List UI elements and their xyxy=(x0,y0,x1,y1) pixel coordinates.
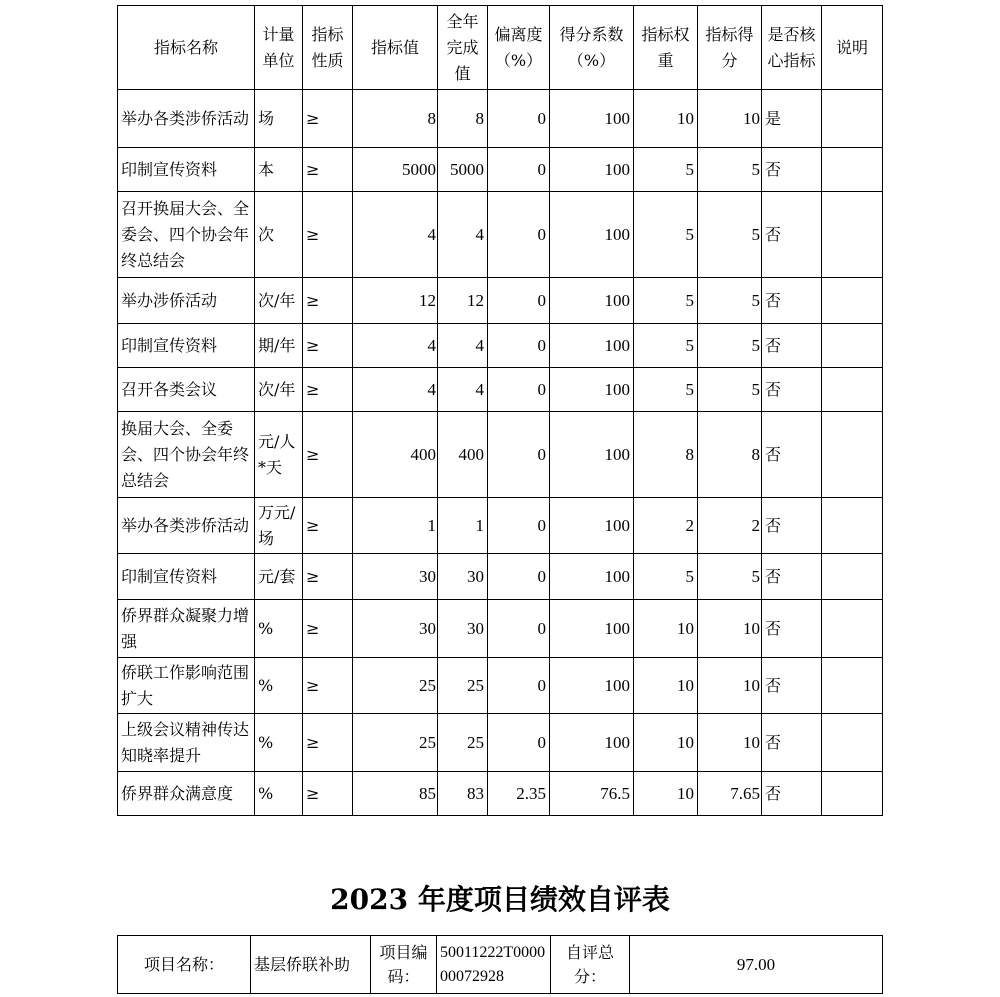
row-nature: ≥ xyxy=(303,412,353,498)
row-actual: 30 xyxy=(438,554,488,600)
row-nature: ≥ xyxy=(303,368,353,412)
row-score: 5 xyxy=(698,324,762,368)
header-row xyxy=(118,6,883,90)
row-target: 85 xyxy=(353,772,438,816)
row-target: 1 xyxy=(353,498,438,554)
row-core: 否 xyxy=(762,498,822,554)
table-row xyxy=(118,554,883,600)
row-coef: 100 xyxy=(550,714,634,772)
row-weight: 5 xyxy=(634,554,698,600)
row-deviation: 0 xyxy=(488,90,550,148)
row-note xyxy=(822,412,883,498)
row-actual: 25 xyxy=(438,658,488,714)
row-coef: 100 xyxy=(550,192,634,278)
row-unit: 万元/场 xyxy=(255,498,303,554)
row-coef: 100 xyxy=(550,658,634,714)
header-core: 是否核心指标 xyxy=(762,6,822,90)
row-coef: 100 xyxy=(550,148,634,192)
row-name: 召开换届大会、全委会、四个协会年终总结会 xyxy=(118,192,255,278)
project-info-table xyxy=(117,935,883,994)
row-weight: 10 xyxy=(634,658,698,714)
row-name: 换届大会、全委会、四个协会年终总结会 xyxy=(118,412,255,498)
row-weight: 10 xyxy=(634,714,698,772)
row-deviation: 0 xyxy=(488,714,550,772)
table-row xyxy=(118,368,883,412)
row-score: 8 xyxy=(698,412,762,498)
row-actual: 400 xyxy=(438,412,488,498)
row-deviation: 0 xyxy=(488,192,550,278)
row-target: 4 xyxy=(353,368,438,412)
table-row xyxy=(118,658,883,714)
table-row xyxy=(118,90,883,148)
project-name-label: 项目名称： xyxy=(118,936,251,994)
row-nature: ≥ xyxy=(303,192,353,278)
row-actual: 30 xyxy=(438,600,488,658)
self-score-label: 自评总分： xyxy=(551,936,630,994)
row-weight: 5 xyxy=(634,148,698,192)
row-coef: 100 xyxy=(550,90,634,148)
row-note xyxy=(822,498,883,554)
table-row xyxy=(118,324,883,368)
row-nature: ≥ xyxy=(303,554,353,600)
row-note xyxy=(822,368,883,412)
row-deviation: 0 xyxy=(488,600,550,658)
row-nature: ≥ xyxy=(303,148,353,192)
header-weight: 指标权重 xyxy=(634,6,698,90)
row-actual: 4 xyxy=(438,324,488,368)
row-actual: 83 xyxy=(438,772,488,816)
row-core: 否 xyxy=(762,600,822,658)
row-core: 否 xyxy=(762,772,822,816)
row-core: 否 xyxy=(762,368,822,412)
row-score: 5 xyxy=(698,192,762,278)
row-deviation: 2.35 xyxy=(488,772,550,816)
row-target: 25 xyxy=(353,658,438,714)
row-nature: ≥ xyxy=(303,498,353,554)
row-deviation: 0 xyxy=(488,368,550,412)
row-core: 否 xyxy=(762,714,822,772)
row-actual: 5000 xyxy=(438,148,488,192)
row-unit: % xyxy=(255,658,303,714)
row-coef: 100 xyxy=(550,412,634,498)
row-name: 上级会议精神传达知晓率提升 xyxy=(118,714,255,772)
row-weight: 5 xyxy=(634,192,698,278)
row-unit: 元/人*天 xyxy=(255,412,303,498)
project-code-label: 项目编码： xyxy=(371,936,437,994)
self-score-value: 97.00 xyxy=(630,936,883,994)
row-coef: 76.5 xyxy=(550,772,634,816)
row-target: 4 xyxy=(353,324,438,368)
header-name: 指标名称 xyxy=(118,6,255,90)
indicator-table xyxy=(117,5,883,816)
row-unit: 期/年 xyxy=(255,324,303,368)
row-target: 12 xyxy=(353,278,438,324)
row-name: 侨界群众凝聚力增强 xyxy=(118,600,255,658)
row-note xyxy=(822,90,883,148)
row-unit: % xyxy=(255,600,303,658)
row-target: 30 xyxy=(353,600,438,658)
row-score: 5 xyxy=(698,148,762,192)
row-deviation: 0 xyxy=(488,554,550,600)
row-target: 25 xyxy=(353,714,438,772)
row-deviation: 0 xyxy=(488,658,550,714)
row-unit: 次/年 xyxy=(255,368,303,412)
table-row xyxy=(118,278,883,324)
row-note xyxy=(822,772,883,816)
row-weight: 10 xyxy=(634,772,698,816)
row-note xyxy=(822,278,883,324)
row-score: 5 xyxy=(698,554,762,600)
table-row xyxy=(118,148,883,192)
row-weight: 10 xyxy=(634,600,698,658)
page-title: 2023 年度项目绩效自评表 xyxy=(330,883,670,916)
row-note xyxy=(822,148,883,192)
row-score: 7.65 xyxy=(698,772,762,816)
row-target: 4 xyxy=(353,192,438,278)
row-core: 否 xyxy=(762,148,822,192)
row-nature: ≥ xyxy=(303,324,353,368)
row-coef: 100 xyxy=(550,498,634,554)
row-unit: 元/套 xyxy=(255,554,303,600)
project-name-value: 基层侨联补助 xyxy=(251,936,371,994)
row-core: 否 xyxy=(762,554,822,600)
row-score: 5 xyxy=(698,278,762,324)
row-unit: 次/年 xyxy=(255,278,303,324)
table-row xyxy=(118,600,883,658)
row-core: 否 xyxy=(762,412,822,498)
header-actual: 全年完成值 xyxy=(438,6,488,90)
row-deviation: 0 xyxy=(488,324,550,368)
row-name: 举办各类涉侨活动 xyxy=(118,498,255,554)
row-core: 否 xyxy=(762,324,822,368)
row-weight: 8 xyxy=(634,412,698,498)
row-coef: 100 xyxy=(550,278,634,324)
table-row xyxy=(118,192,883,278)
row-deviation: 0 xyxy=(488,148,550,192)
row-nature: ≥ xyxy=(303,714,353,772)
row-score: 10 xyxy=(698,600,762,658)
row-nature: ≥ xyxy=(303,658,353,714)
row-coef: 100 xyxy=(550,324,634,368)
row-coef: 100 xyxy=(550,600,634,658)
row-nature: ≥ xyxy=(303,90,353,148)
table-row xyxy=(118,498,883,554)
row-name: 召开各类会议 xyxy=(118,368,255,412)
row-name: 印制宣传资料 xyxy=(118,148,255,192)
row-unit: % xyxy=(255,772,303,816)
row-unit: 次 xyxy=(255,192,303,278)
row-note xyxy=(822,192,883,278)
table-row xyxy=(118,714,883,772)
row-nature: ≥ xyxy=(303,278,353,324)
project-code-value: 50011222T000000072928 xyxy=(437,936,551,994)
row-core: 否 xyxy=(762,658,822,714)
row-core: 否 xyxy=(762,278,822,324)
row-actual: 25 xyxy=(438,714,488,772)
row-note xyxy=(822,554,883,600)
header-nature: 指标性质 xyxy=(303,6,353,90)
row-core: 否 xyxy=(762,192,822,278)
header-note: 说明 xyxy=(822,6,883,90)
row-actual: 12 xyxy=(438,278,488,324)
row-core: 是 xyxy=(762,90,822,148)
header-coef: 得分系数（%） xyxy=(550,6,634,90)
row-score: 5 xyxy=(698,368,762,412)
row-target: 400 xyxy=(353,412,438,498)
row-name: 举办各类涉侨活动 xyxy=(118,90,255,148)
header-score: 指标得分 xyxy=(698,6,762,90)
table-row xyxy=(118,412,883,498)
row-name: 印制宣传资料 xyxy=(118,554,255,600)
row-deviation: 0 xyxy=(488,412,550,498)
row-nature: ≥ xyxy=(303,600,353,658)
row-note xyxy=(822,600,883,658)
row-target: 5000 xyxy=(353,148,438,192)
row-deviation: 0 xyxy=(488,498,550,554)
row-name: 侨联工作影响范围扩大 xyxy=(118,658,255,714)
row-note xyxy=(822,658,883,714)
row-weight: 10 xyxy=(634,90,698,148)
row-score: 10 xyxy=(698,714,762,772)
row-note xyxy=(822,714,883,772)
header-deviation: 偏离度（%） xyxy=(488,6,550,90)
row-score: 10 xyxy=(698,658,762,714)
project-info-row xyxy=(118,936,883,994)
row-actual: 1 xyxy=(438,498,488,554)
row-name: 举办涉侨活动 xyxy=(118,278,255,324)
row-actual: 8 xyxy=(438,90,488,148)
row-coef: 100 xyxy=(550,368,634,412)
row-weight: 5 xyxy=(634,368,698,412)
header-target: 指标值 xyxy=(353,6,438,90)
row-name: 印制宣传资料 xyxy=(118,324,255,368)
row-note xyxy=(822,324,883,368)
row-weight: 5 xyxy=(634,278,698,324)
row-unit: 场 xyxy=(255,90,303,148)
row-weight: 2 xyxy=(634,498,698,554)
row-deviation: 0 xyxy=(488,278,550,324)
row-coef: 100 xyxy=(550,554,634,600)
row-actual: 4 xyxy=(438,368,488,412)
row-unit: 本 xyxy=(255,148,303,192)
row-target: 8 xyxy=(353,90,438,148)
row-unit: % xyxy=(255,714,303,772)
row-score: 2 xyxy=(698,498,762,554)
row-name: 侨界群众满意度 xyxy=(118,772,255,816)
header-unit: 计量单位 xyxy=(255,6,303,90)
row-nature: ≥ xyxy=(303,772,353,816)
row-score: 10 xyxy=(698,90,762,148)
table-row xyxy=(118,772,883,816)
row-actual: 4 xyxy=(438,192,488,278)
row-weight: 5 xyxy=(634,324,698,368)
row-target: 30 xyxy=(353,554,438,600)
